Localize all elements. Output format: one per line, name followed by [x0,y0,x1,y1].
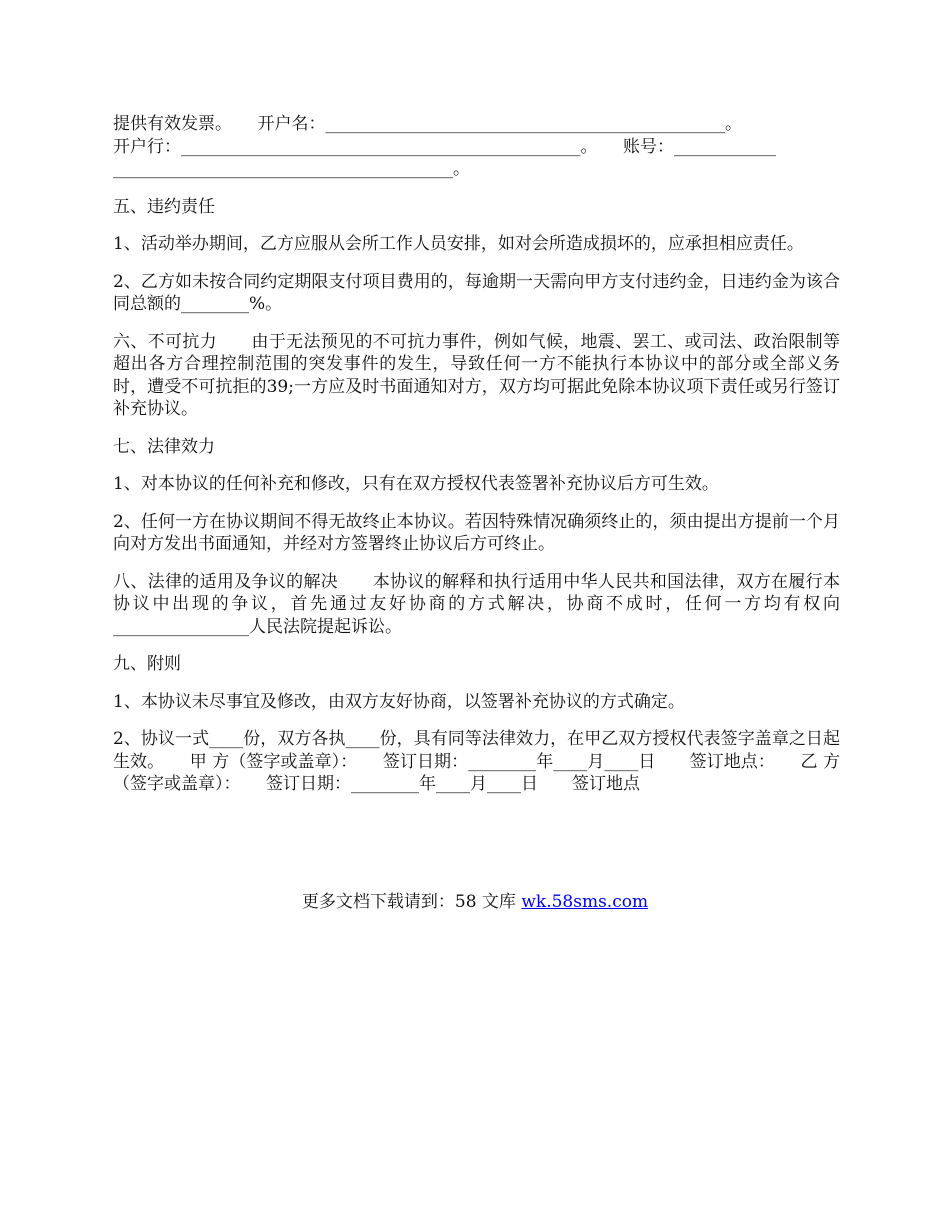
payment-line-2: 开户行：_______________________________________________。 账号：____________ [113,136,776,157]
section-heading-appendix: 九、附则 [113,654,181,674]
payment-line-1: 提供有效发票。 开户名：_______________________________________________。 [113,114,742,134]
clause-appendix-1: 1、本协议未尽事宜及修改，由双方友好协商，以签署补充协议的方式确定。 [113,691,685,712]
clause-breach-1: 1、活动举办期间，乙方应服从会所工作人员安排，如对会所造成损坏的，应承担相应责任。 [113,234,804,254]
payment-info [113,113,840,181]
clause-legal-effect-2: 2、任何一方在协议期间不得无故终止本协议。若因特殊情况确须终止的，须由提出方提前一个月向对方发出书面通知，并经对方签署终止协议后方可终止。 [113,511,840,554]
download-footer [0,891,950,913]
payment-line-3: ________________________________________。 [113,159,470,179]
section-heading-legal-effect: 七、法律效力 [113,436,215,457]
section-dispute-resolution: 八、法律的适用及争议的解决 本协议的解释和执行适用中华人民共和国法律，双方在履行本协议中出现的争议，首先通过友好协商的方式解决，协商不成时，任何一方均有权向________________人民法院提起诉讼。 [113,571,840,637]
document-body [113,113,840,796]
clause-appendix-2-signatures: 2、协议一式____份，双方各执____份，具有同等法律效力，在甲乙双方授权代表签字盖章之日起生效。 甲 方（签字或盖章）： 签订日期：________年____月____日 签订地点： 乙 方（签字或盖章）： 签订日期：________年____月____日 签订地点 [113,729,840,794]
clause-breach-2: 2、乙方如未按合同约定期限支付项目费用的，每逾期一天需向甲方支付违约金，日违约金为该合同总额的________%。 [113,271,840,314]
section-heading-breach: 五、违约责任 [113,196,215,217]
clause-legal-effect-1: 1、对本协议的任何补充和修改，只有在双方授权代表签署补充协议后方可生效。 [113,474,719,494]
section-force-majeure: 六、不可抗力 由于无法预见的不可抗力事件，例如气候，地震、罢工、或司法、政治限制等超出各方合理控制范围的突发事件的发生，导致任何一方不能执行本协议中的部分或全部义务时，遭受不可抗拒的39;一方应及时书面通知对方，双方均可据此免除本协议项下责任或另行签订补充协议。 [113,331,840,419]
footer-link[interactable]: wk.58sms.com [521,892,649,912]
footer-text: 更多文档下载请到：58 文库 [301,892,522,912]
